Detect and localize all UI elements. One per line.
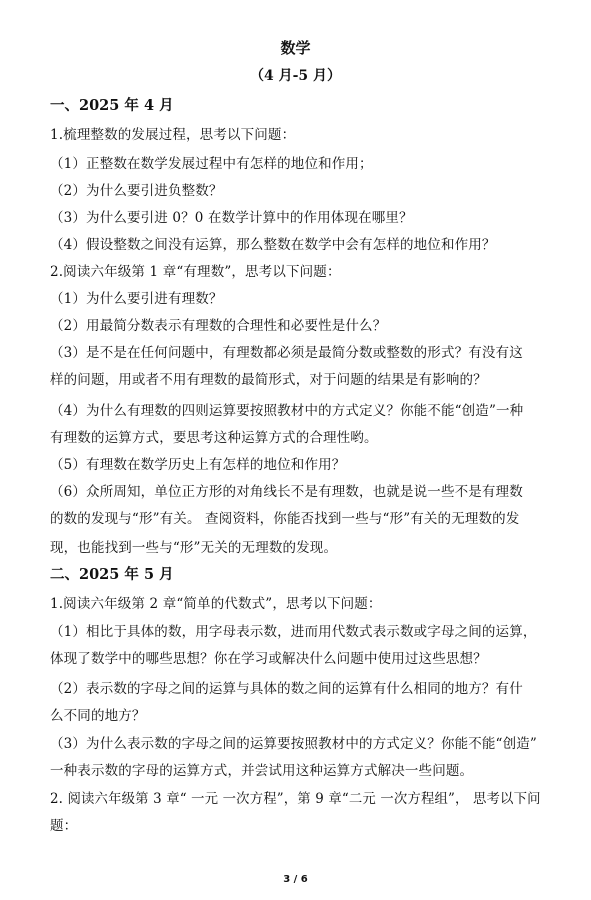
text-line: 1.阅读六年级第 2 章“简单的代数式”，思考以下问题：	[50, 596, 382, 612]
text-line: 体现了数学中的哪些思想？你在学习或解决什么问题中使用过这些思想？	[50, 651, 487, 667]
text-line: （4）为什么有理数的四则运算要按照教材中的方式定义？你能不能“创造”一种	[50, 403, 524, 419]
text-line: 1.梳理整数的发展过程，思考以下问题：	[50, 127, 296, 143]
text-line: （5）有理数在数学历史上有怎样的地位和作用？	[50, 457, 346, 473]
section-heading-april: 一、2025 年 4 月	[50, 97, 174, 114]
text-line: （1）为什么要引进有理数？	[50, 291, 223, 307]
text-line: 题：	[50, 818, 78, 834]
text-line: 2. 阅读六年级第 3 章“ 一元 一次方程”，第 9 章“二元 一次方程组”， 思考以下问	[50, 791, 541, 807]
text-line: （3）为什么要引进 0？0 在数学计算中的作用体现在哪里？	[50, 210, 413, 226]
text-line: 有理数的运算方式，要思考这种运算方式的合理性哟。	[50, 430, 378, 446]
text-line: （2）用最简分数表示有理数的合理性和必要性是什么？	[50, 318, 387, 334]
text-line: 2.阅读六年级第 1 章“有理数”，思考以下问题：	[50, 264, 341, 280]
text-line: （4）假设整数之间没有运算，那么整数在数学中会有怎样的地位和作用？	[50, 237, 496, 253]
text-line: （6）众所周知，单位正方形的对角线长不是有理数，也就是说一些不是有理数	[50, 484, 523, 500]
text-line: 么不同的地方？	[50, 708, 146, 724]
text-line: （1）相比于具体的数，用字母表示数，进而用代数式表示数或字母之间的运算，	[50, 624, 537, 640]
text-line: （3）为什么表示数的字母之间的运算要按照教材中的方式定义？你能不能“创造”	[50, 736, 537, 752]
text-line: 的数的发现与“形”有关。 查阅资料，你能否找到一些与“形”有关的无理数的发	[50, 511, 520, 527]
text-line: 样的问题，用或者不用有理数的最简形式，对于问题的结果是有影响的？	[50, 372, 487, 388]
section-heading-may: 二、2025 年 5 月	[50, 566, 174, 583]
page-number: 3 / 6	[283, 874, 308, 885]
text-line: 一种表示数的字母的运算方式，并尝试用这种运算方式解决一些问题。	[50, 763, 474, 779]
text-line: （3）是不是在任何问题中，有理数都必须是最简分数或整数的形式？有没有这	[50, 345, 523, 361]
text-line: （2）表示数的字母之间的运算与具体的数之间的运算有什么相同的地方？有什	[50, 681, 523, 697]
text-line: （2）为什么要引进负整数？	[50, 183, 223, 199]
text-line: 现，也能找到一些与“形”无关的无理数的发现。	[50, 540, 338, 556]
document-title: 数学	[280, 39, 311, 57]
document-subtitle: （4 月-5 月）	[249, 68, 342, 84]
text-line: （1）正整数在数学发展过程中有怎样的地位和作用；	[50, 156, 373, 172]
